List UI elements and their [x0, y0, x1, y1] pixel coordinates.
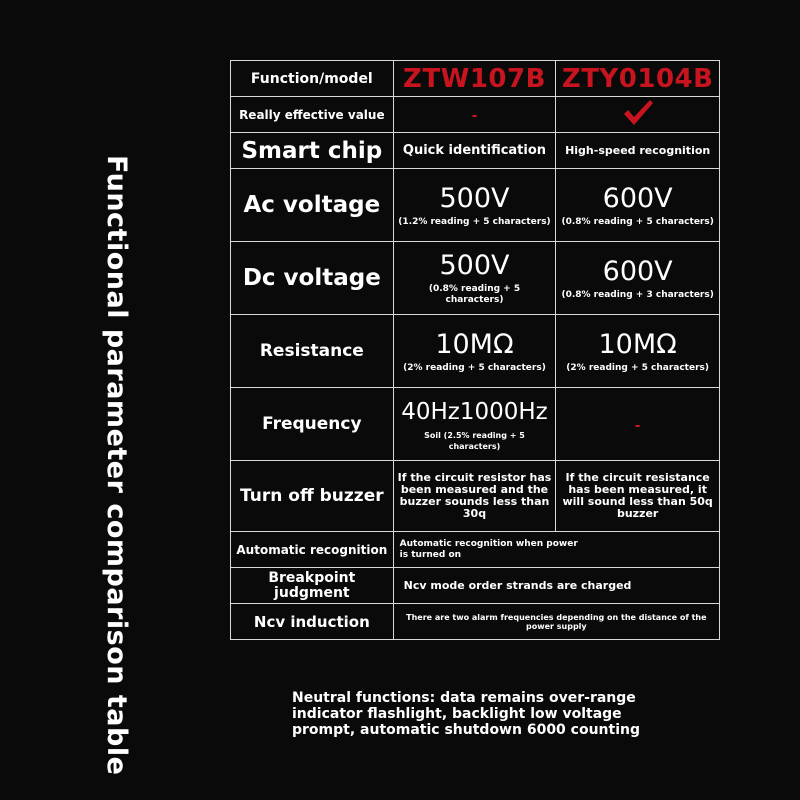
row-label-smart-chip: Smart chip	[231, 133, 394, 169]
table-row-ac-voltage	[231, 169, 720, 242]
breakpoint-value: Ncv mode order strands are charged	[393, 568, 719, 604]
row-label-resistance: Resistance	[231, 315, 394, 388]
effective-value-b	[556, 97, 720, 133]
table-row-resistance	[231, 315, 720, 388]
dc-voltage-b-value: 600V	[602, 255, 673, 287]
model-a-name: ZTW107B	[393, 61, 556, 97]
resistance-a-value: 10MΩ	[435, 328, 514, 360]
table-row-header	[231, 61, 720, 97]
dc-voltage-b	[556, 242, 720, 315]
resistance-a-note: (2% reading + 5 characters)	[403, 362, 546, 373]
ncv-value: There are two alarm frequencies depending on the distance of the power supply	[393, 604, 719, 640]
row-label-ac-voltage: Ac voltage	[231, 169, 394, 242]
row-label-ncv: Ncv induction	[231, 604, 394, 640]
footer-note: Neutral functions: data remains over-range indicator flashlight, backlight low voltage prompt, automatic shutdown 6000 counting	[292, 690, 641, 738]
header-label: Function/model	[231, 61, 394, 97]
page-title: Functional parameter comparison table	[101, 155, 132, 776]
dc-voltage-a-note: (0.8% reading + 5 characters)	[428, 284, 521, 305]
comparison-table	[230, 60, 720, 640]
table-row-buzzer	[231, 461, 720, 532]
dc-voltage-a-value: 500V	[439, 250, 510, 281]
dc-voltage-b-note: (0.8% reading + 3 characters)	[561, 289, 714, 300]
ac-voltage-b	[556, 169, 720, 242]
ac-voltage-a-note: (1.2% reading + 5 characters)	[398, 216, 551, 227]
buzzer-b: If the circuit resistance has been measured, it will sound less than 50q buzzer	[556, 461, 720, 532]
row-label-dc-voltage: Dc voltage	[231, 242, 394, 315]
ac-voltage-a-value: 500V	[439, 182, 510, 214]
frequency-a	[393, 388, 556, 461]
smart-chip-b: High-speed recognition	[556, 133, 720, 169]
row-label-frequency: Frequency	[231, 388, 394, 461]
resistance-a	[393, 315, 556, 388]
smart-chip-a: Quick identification	[393, 133, 556, 169]
row-label-auto-recognition: Automatic recognition	[231, 532, 394, 568]
dc-voltage-a	[393, 242, 556, 315]
ac-voltage-b-note: (0.8% reading + 5 characters)	[561, 216, 714, 227]
auto-recognition-value: Automatic recognition when power is turned on	[393, 532, 719, 568]
row-label-breakpoint: Breakpoint judgment	[231, 568, 394, 604]
model-b-name: ZTY0104B	[556, 61, 720, 97]
frequency-b	[556, 388, 720, 461]
table-row-dc-voltage	[231, 242, 720, 315]
ac-voltage-a	[393, 169, 556, 242]
dash-mark: -	[471, 108, 478, 124]
resistance-b-note: (2% reading + 5 characters)	[566, 362, 709, 373]
red-checkmark-icon	[622, 98, 654, 128]
resistance-b	[556, 315, 720, 388]
buzzer-a: If the circuit resistor has been measured and the buzzer sounds less than 30q	[393, 461, 556, 532]
dash-mark: -	[634, 417, 641, 434]
table-row-auto-recognition	[231, 532, 720, 568]
ac-voltage-b-value: 600V	[602, 182, 673, 214]
frequency-a-value: 40Hz1000Hz	[401, 399, 548, 425]
row-label-effective-value: Really effective value	[231, 97, 394, 133]
table-row-ncv	[231, 604, 720, 640]
table-row-effective-value	[231, 97, 720, 133]
table-row-frequency	[231, 388, 720, 461]
effective-value-a	[393, 97, 556, 133]
resistance-b-value: 10MΩ	[598, 328, 677, 360]
frequency-a-note: Soil (2.5% reading + 5 characters)	[424, 431, 525, 451]
table-row-breakpoint	[231, 568, 720, 604]
row-label-buzzer: Turn off buzzer	[231, 461, 394, 532]
table-row-smart-chip	[231, 133, 720, 169]
